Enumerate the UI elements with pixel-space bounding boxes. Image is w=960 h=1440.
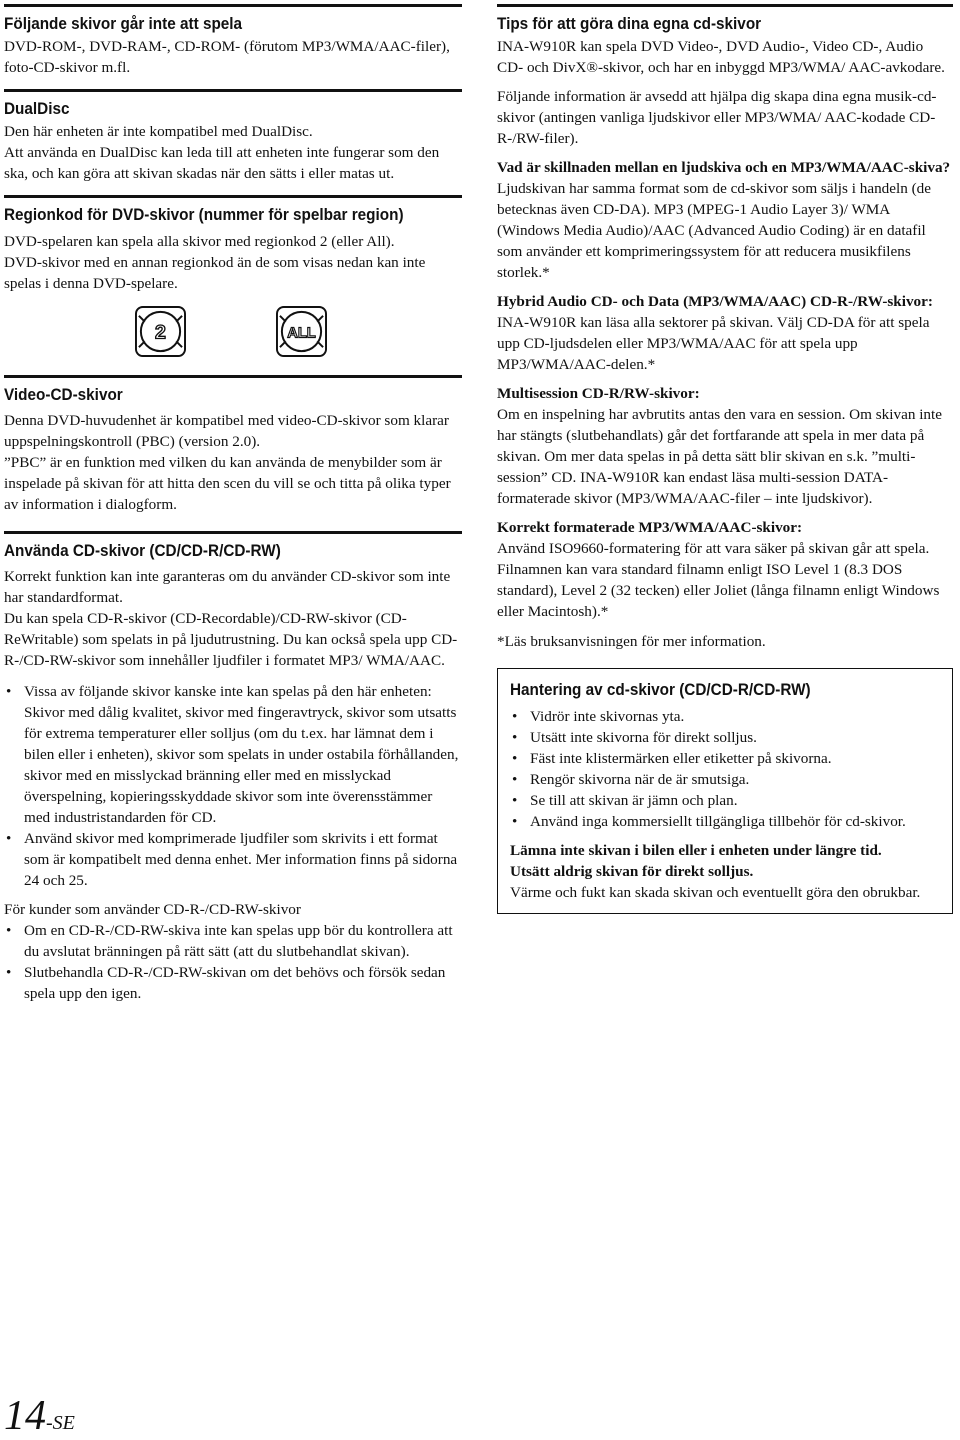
paragraph: Att använda en DualDisc kan leda till att enheten inte fungerar som den ska, och kan göra att skivan skadas när den sätts i eller matas ut.: [4, 144, 440, 182]
list-item: • Om en CD-R-/CD-RW-skiva inte kan spelas upp bör du kontrollera att du avslutat bränningen på rätt sätt (att du slutbehandlat skivan).: [4, 920, 462, 962]
list-item: • Se till att skivan är jämn och plan.: [510, 790, 940, 811]
paragraph: INA-W910R kan läsa alla sektorer på skivan. Välj CD-DA för att spela upp CD-ljudsdelen eller MP3/WMA/AAC för att spela upp MP3/WMA/AAC-delen.*: [497, 314, 930, 373]
paragraph: Korrekt funktion kan inte garanteras om du använder CD-skivor som inte har standardformat.: [4, 568, 451, 606]
bullet-list: [4, 920, 462, 1004]
page-number-suffix: -SE: [46, 1412, 75, 1434]
list-item: • Fäst inte klistermärken eller etiketter på skivorna.: [510, 748, 940, 769]
section-using-cds: [4, 531, 462, 1004]
paragraph: DVD-ROM-, DVD-RAM-, CD-ROM- (förutom MP3/WMA/AAC-filer), foto-CD-skivor m.fl.: [4, 38, 450, 76]
paragraph: ”PBC” är en funktion med vilken du kan använda de menybilder som är inspelade på skivan för att hitta den scen du vill se och titta på olika typer av information i dialogform.: [4, 454, 451, 513]
section-region-code: [4, 195, 462, 366]
handling-box: [497, 668, 953, 914]
section-heading: Video-CD-skivor: [4, 385, 123, 404]
warning-text: Utsätt aldrig skivan för direkt solljus.: [510, 863, 754, 880]
footnote: *Läs bruksanvisningen för mer information.: [497, 633, 766, 650]
box-heading: Hantering av cd-skivor (CD/CD-R/CD-RW): [510, 680, 811, 699]
paragraph: INA-W910R kan spela DVD Video-, DVD Audio-, Video CD-, Audio CD- och DivX®-skivor, och har en inbyggd MP3/WMA/ AAC-avkodare.: [497, 38, 945, 76]
section-heading: Använda CD-skivor (CD/CD-R/CD-RW): [4, 541, 281, 560]
region-icons: [4, 294, 462, 366]
paragraph: Följande information är avsedd att hjälpa dig skapa dina egna musik-cd-skivor (antingen vanliga ljudskivor eller MP3/WMA/ AAC-kodade CD-R-/RW-filer).: [497, 88, 937, 147]
paragraph: Använd ISO9660-formatering för att vara säker på skivan går att spela. Filnamnen kan vara standard filnamn enligt ISO Level 1 (8.3 DOS standard), Level 2 (32 tecken) eller Joliet (långa filnamn enligt Windows eller Macintosh).*: [497, 540, 940, 620]
paragraph: DVD-spelaren kan spela alla skivor med regionkod 2 (eller All).: [4, 233, 395, 250]
paragraph: Värme och fukt kan skada skivan och eventuellt göra den obrukbar.: [510, 884, 921, 901]
list-item: • Vidrör inte skivornas yta.: [510, 706, 940, 727]
question-heading: Hybrid Audio CD- och Data (MP3/WMA/AAC) CD-R-/RW-skivor:: [497, 293, 933, 310]
question-heading: Vad är skillnaden mellan en ljudskiva och en MP3/WMA/AAC-skiva?: [497, 159, 951, 176]
left-column: [4, 0, 462, 1004]
section-video-cd: [4, 375, 462, 515]
list-item: • Använd skivor med komprimerade ljudfiler som skrivits i ett format som är kompatibelt med denna enhet. Mer information finns på sidorna 24 och 25.: [4, 828, 462, 891]
page-number-value: 14: [4, 1393, 46, 1439]
question-heading: Multisession CD-R/RW-skivor:: [497, 385, 700, 402]
paragraph: DVD-skivor med en annan regionkod än de som visas nedan kan inte spelas i denna DVD-spelare.: [4, 254, 426, 292]
section-tips: [497, 4, 953, 652]
section-heading: DualDisc: [4, 99, 70, 118]
list-item-text: Vissa av följande skivor kanske inte kan spelas på den här enheten:: [24, 683, 432, 700]
region-all-label: ALL: [287, 325, 316, 342]
paragraph: Denna DVD-huvudenhet är kompatibel med video-CD-skivor som klarar uppspelningskontroll (PBC) (version 2.0).: [4, 412, 449, 450]
section-dualdisc: [4, 89, 462, 184]
warning-text: Lämna inte skivan i bilen eller i enheten under längre tid.: [510, 842, 882, 859]
page-number: [4, 1392, 75, 1440]
list-item: • Rengör skivorna när de är smutsiga.: [510, 769, 940, 790]
paragraph: Om en inspelning har avbrutits antas den vara en session. Om skivan inte har stängts (slutbehandlats) går det fortfarande att spela in mer data på skivan. Om mer data spelas in på detta sätt blir skivan en s.k. ”multi-session” CD. INA-W910R kan endast läsa multi-session DATA-formaterade skivor (MP3/WMA/AAC-filer – inte ljudskivor).: [497, 406, 942, 507]
section-heading: Regionkod för DVD-skivor (nummer för spelbar region): [4, 205, 404, 224]
right-column: [497, 0, 953, 914]
region-2-icon: [135, 306, 186, 357]
region-2-label: 2: [155, 321, 166, 344]
section-unplayable: [4, 4, 462, 78]
paragraph: Du kan spela CD-R-skivor (CD-Recordable)/CD-RW-skivor (CD-ReWritable) som spelats in på ljudutrustning. Du kan också spela upp CD-R-/CD-RW-skivor som innehåller ljudfiler i formatet MP3/ WMA/AAC.: [4, 610, 458, 669]
list-item-continuation: Skivor med dålig kvalitet, skivor med fingeravtryck, skivor som utsatts för extrema temperaturer eller solljus (om du t.ex. har lämnat dem i bilen eller i enheten), skivor som spelats in under ostabila förhållanden, skivor med en misslyckad bränning eller med en misslyckad överspelning, kopieringsskyddade skivor som inte överensstämmer med industristandarden för CD.: [24, 704, 459, 826]
list-item: [4, 681, 462, 828]
list-item: • Utsätt inte skivorna för direkt solljus.: [510, 727, 940, 748]
section-heading: Tips för att göra dina egna cd-skivor: [497, 14, 762, 33]
paragraph: Den här enheten är inte kompatibel med DualDisc.: [4, 123, 313, 140]
question-heading: Korrekt formaterade MP3/WMA/AAC-skivor:: [497, 519, 803, 536]
bullet-list: [4, 681, 462, 891]
list-item: • Slutbehandla CD-R-/CD-RW-skivan om det behövs och försök sedan spela upp den igen.: [4, 962, 462, 1004]
list-item: • Använd inga kommersiellt tillgängliga tillbehör för cd-skivor.: [510, 811, 940, 832]
paragraph: Ljudskivan har samma format som de cd-skivor som säljs i handeln (de betecknas även CD-DA). MP3 (MPEG-1 Audio Layer 3)/ WMA (Windows Media Audio)/AAC (Advanced Audio Coding) är en datafil som använder ett komprimeringssystem för att reducera musikfilens storlek.*: [497, 180, 932, 281]
paragraph: För kunder som använder CD-R-/CD-RW-skivor: [4, 901, 301, 918]
handling-list: [510, 706, 940, 832]
section-heading: Följande skivor går inte att spela: [4, 14, 243, 33]
region-all-icon: [276, 306, 327, 357]
